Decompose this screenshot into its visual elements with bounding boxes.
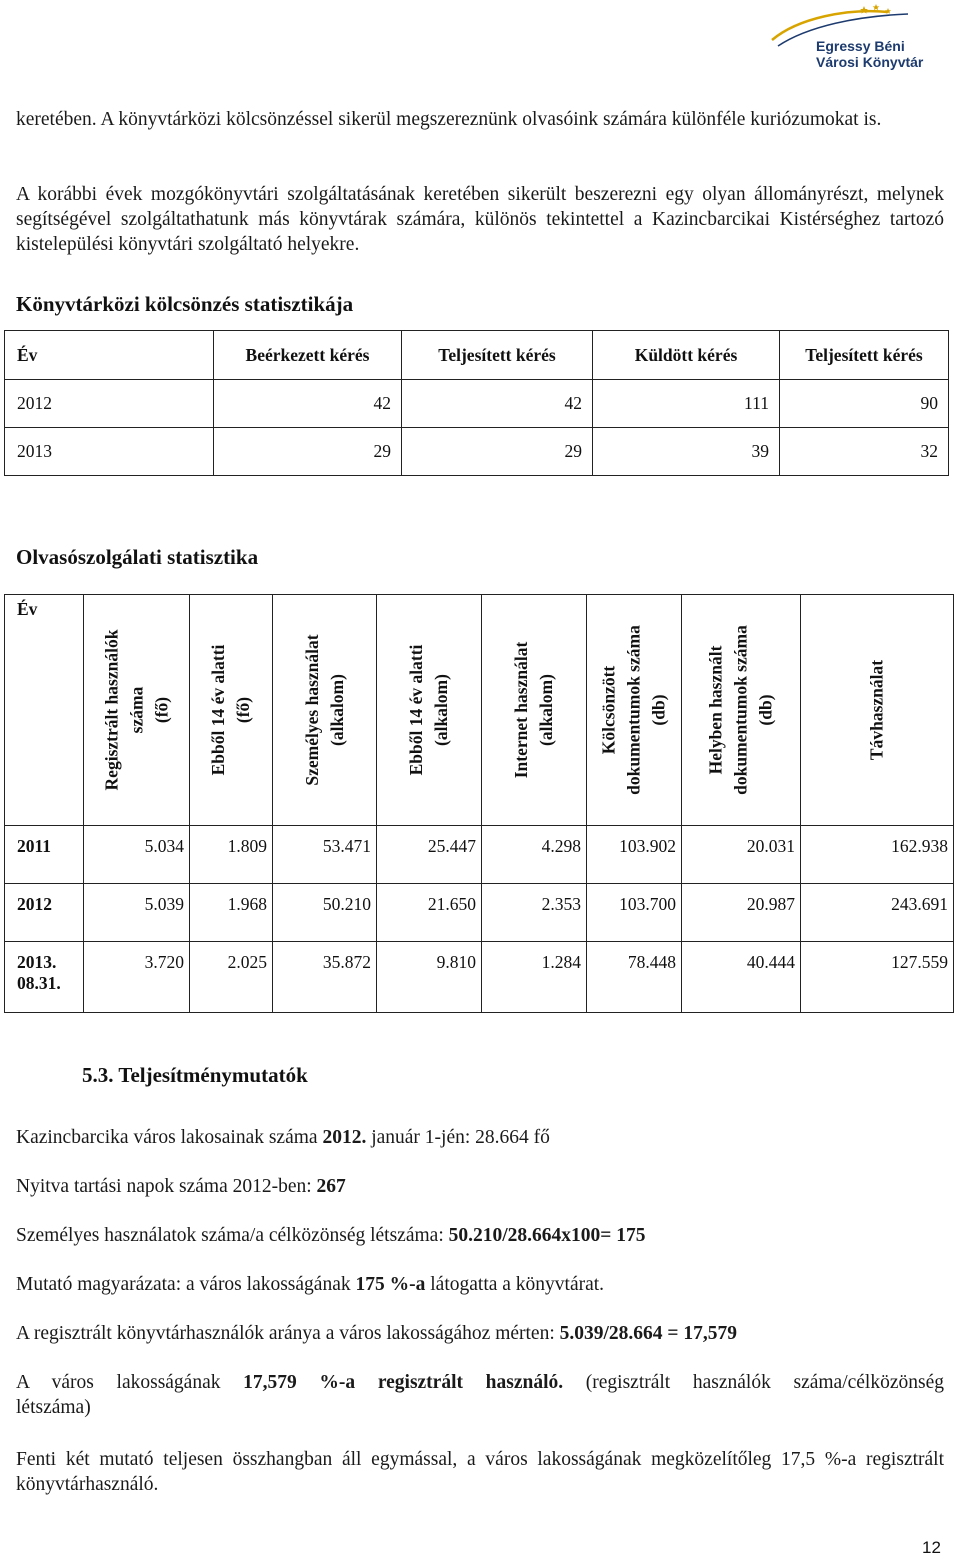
column-header: Ebből 14 év alatti (alkalom) [377, 595, 482, 826]
reading-stats-title: Olvasószolgálati statisztika [16, 545, 259, 569]
ill-stats-table [4, 330, 949, 476]
table-cell: 50.210 [273, 884, 377, 942]
table-cell: 20.031 [682, 826, 801, 884]
ill-stats-title: Könyvtárközi kölcsönzés statisztikája [16, 292, 354, 316]
logo-line-1: Egressy Béni [816, 38, 905, 54]
page-number: 12 [922, 1538, 941, 1557]
table-cell: 103.902 [587, 826, 682, 884]
table-row [5, 826, 954, 884]
reading-stats-table [4, 594, 954, 1013]
indicator-line-6: A város lakosságának 17,579 %-a regisztrált használó. (regisztrált használók száma/célközönség létszáma) [16, 1372, 944, 1418]
column-header: Év [5, 331, 214, 380]
year-header: Év [5, 595, 84, 826]
table-cell: 29 [402, 428, 593, 476]
column-header: Teljesített kérés [780, 331, 949, 380]
table-row [5, 942, 954, 1013]
table-cell: 53.471 [273, 826, 377, 884]
table-cell: 39 [593, 428, 780, 476]
year-cell: 2011 [5, 826, 84, 884]
table-cell: 3.720 [84, 942, 190, 1013]
table-header-row [5, 331, 949, 380]
table-cell: 42 [402, 380, 593, 428]
table-cell: 5.039 [84, 884, 190, 942]
column-header: Helyben használt dokumentumok száma (db) [682, 595, 801, 826]
indicator-line-7: Fenti két mutató teljesen összhangban áll egymással, a város lakosságának megközelítőleg 17,5 %-a regisztrált könyvtárhasználó. [16, 1449, 944, 1495]
table-cell: 111 [593, 380, 780, 428]
table-cell: 103.700 [587, 884, 682, 942]
table-cell: 2012 [5, 380, 214, 428]
column-header: Küldött kérés [593, 331, 780, 380]
table-cell: 2013 [5, 428, 214, 476]
table-cell: 127.559 [801, 942, 954, 1013]
indicator-line-5: A regisztrált könyvtárhasználók aránya a város lakosságához mérten: 5.039/28.664 = 17,579 [16, 1323, 738, 1344]
table-cell: 1.809 [190, 826, 273, 884]
table-cell: 35.872 [273, 942, 377, 1013]
table-row [5, 884, 954, 942]
column-header: Beérkezett kérés [214, 331, 402, 380]
table-cell: 243.691 [801, 884, 954, 942]
logo-line-2: Városi Könyvtár [816, 54, 924, 70]
table-cell: 21.650 [377, 884, 482, 942]
table-cell: 1.968 [190, 884, 273, 942]
table-cell: 4.298 [482, 826, 587, 884]
indicator-line-1: Kazincbarcika város lakosainak száma 2012. január 1-jén: 28.664 fő [16, 1127, 550, 1148]
column-header: Internet használat (alkalom) [482, 595, 587, 826]
table-cell: 2.025 [190, 942, 273, 1013]
table-cell: 20.987 [682, 884, 801, 942]
table-cell: 78.448 [587, 942, 682, 1013]
table-cell: 5.034 [84, 826, 190, 884]
column-header: Kölcsönzött dokumentumok száma (db) [587, 595, 682, 826]
column-header: Személyes használat (alkalom) [273, 595, 377, 826]
column-header: Távhasználat [801, 595, 954, 826]
indicator-line-4: Mutató magyarázata: a város lakosságának 175 %-a látogatta a könyvtárat. [16, 1274, 605, 1295]
table-cell: 40.444 [682, 942, 801, 1013]
table-cell: 9.810 [377, 942, 482, 1013]
column-header: Ebből 14 év alatti (fő) [190, 595, 273, 826]
table-cell: 29 [214, 428, 402, 476]
library-logo [768, 4, 952, 70]
indicator-line-2: Nyitva tartási napok száma 2012-ben: 267 [16, 1176, 346, 1197]
table-cell: 42 [214, 380, 402, 428]
table-cell: 2.353 [482, 884, 587, 942]
table-cell: 1.284 [482, 942, 587, 1013]
table-cell: 25.447 [377, 826, 482, 884]
indicator-line-3: Személyes használatok száma/a célközönség létszáma: 50.210/28.664x100= 175 [16, 1225, 646, 1246]
year-cell: 2012 [5, 884, 84, 942]
column-header: Teljesített kérés [402, 331, 593, 380]
table-cell: 162.938 [801, 826, 954, 884]
table-cell: 32 [780, 428, 949, 476]
intro-paragraph-1: keretében. A könyvtárközi kölcsönzéssel sikerül megszereznünk olvasóink számára különféle kuriózumokat is. [16, 109, 882, 130]
table-row [5, 428, 949, 476]
table-row [5, 380, 949, 428]
intro-paragraph-2: A korábbi évek mozgókönyvtári szolgáltatásának keretében sikerült beszerezni egy olyan állományrészt, melynek segítségével szolgáltathatunk más könyvtárak számára, különös tekintettel a Kazincbarcikai Kistérséghez tartozó kistelepülési könyvtári szolgáltató helyekre. [16, 184, 944, 255]
table-header-row [5, 595, 954, 826]
year-cell: 2013. 08.31. [5, 942, 84, 1013]
table-cell: 90 [780, 380, 949, 428]
indicators-heading: 5.3. Teljesítménymutatók [82, 1063, 308, 1087]
column-header: Regisztrált használók száma (fő) [84, 595, 190, 826]
